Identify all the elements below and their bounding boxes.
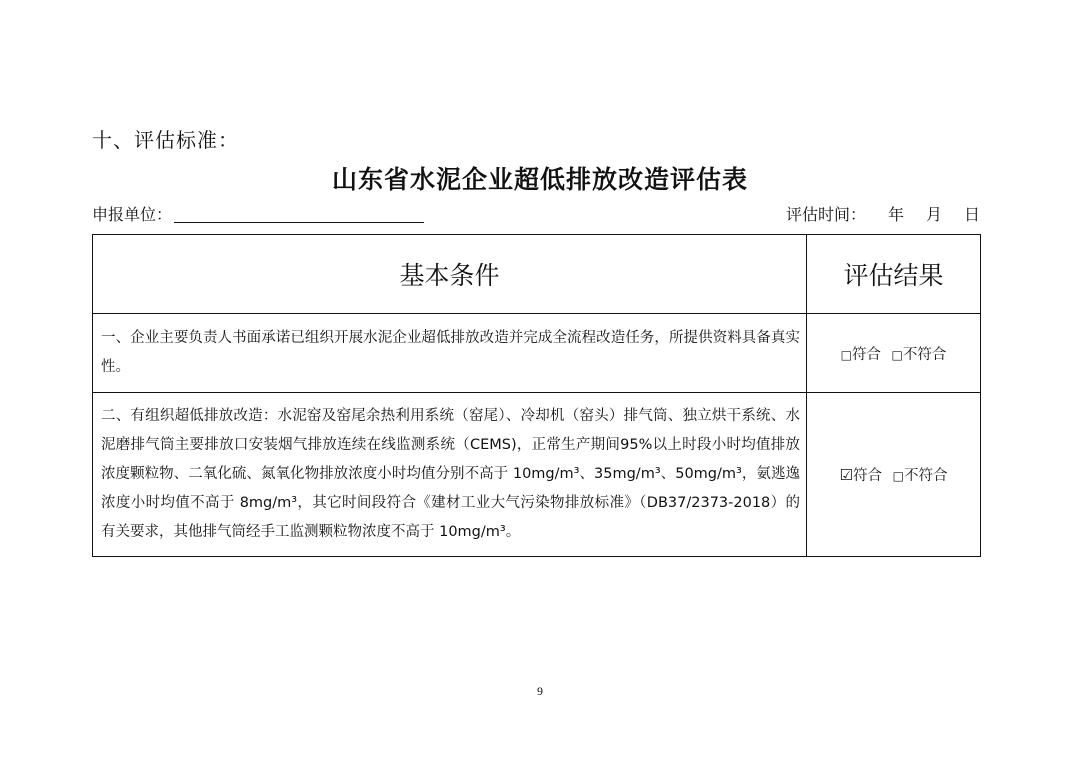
page-number: 9 bbox=[537, 684, 543, 698]
applicant-blank-line bbox=[174, 206, 424, 223]
header-condition: 基本条件 bbox=[93, 235, 807, 314]
comply-checkbox[interactable] bbox=[841, 343, 881, 364]
noncomply-label: 不符合 bbox=[902, 346, 947, 363]
table-row bbox=[93, 314, 981, 393]
comply-checkbox[interactable] bbox=[840, 464, 882, 485]
noncomply-checkbox[interactable] bbox=[893, 464, 948, 485]
year-label: 年 bbox=[887, 205, 904, 224]
result-options bbox=[807, 393, 981, 557]
month-label: 月 bbox=[925, 205, 942, 224]
section-heading: 十、评估标准： bbox=[92, 128, 239, 152]
meta-row bbox=[92, 202, 980, 226]
checkbox-empty-icon: □ bbox=[892, 469, 904, 483]
evaluation-table bbox=[92, 234, 981, 557]
applicant-label: 申报单位： bbox=[92, 205, 173, 224]
eval-time-label: 评估时间： bbox=[785, 205, 866, 224]
day-label: 日 bbox=[963, 205, 980, 224]
condition-text: 一、企业主要负责人书面承诺已组织开展水泥企业超低排放改造并完成全流程改造任务，所提供资料具备真实性。 bbox=[93, 314, 807, 393]
applicant-field bbox=[92, 202, 424, 225]
comply-label: 符合 bbox=[853, 468, 882, 484]
eval-time-field bbox=[786, 202, 980, 225]
noncomply-label: 不符合 bbox=[903, 468, 948, 484]
table-header-row bbox=[93, 235, 981, 314]
header-result: 评估结果 bbox=[807, 235, 981, 314]
noncomply-checkbox[interactable] bbox=[892, 343, 947, 364]
table-row bbox=[93, 393, 981, 557]
document-title: 山东省水泥企业超低排放改造评估表 bbox=[331, 165, 748, 194]
condition-text: 二、有组织超低排放改造：水泥窑及窑尾余热利用系统（窑尾）、冷却机（窑头）排气筒、独立烘干系统、水泥磨排气筒主要排放口安装烟气排放连续在线监测系统（CEMS)，正常生产期间95%以上时段小时均值排放浓度颗粒物、二氧化硫、氮氧化物排放浓度小时均值分别不高于 10mg/m³、35mg/m³、50mg/m³，氨逃逸浓度小时均值不高于 8mg/m³，其它时间段符合《建材工业大气污染物排放标准》（DB37/2373-2018）的有关要求，其他排气筒经手工监测颗粒物浓度不高于 10mg/m³。 bbox=[93, 393, 807, 557]
checkbox-empty-icon: □ bbox=[891, 347, 903, 362]
checkbox-empty-icon: □ bbox=[840, 347, 852, 362]
comply-label: 符合 bbox=[851, 346, 881, 363]
result-options bbox=[807, 314, 981, 393]
checkbox-checked-icon: ☑ bbox=[839, 466, 853, 484]
